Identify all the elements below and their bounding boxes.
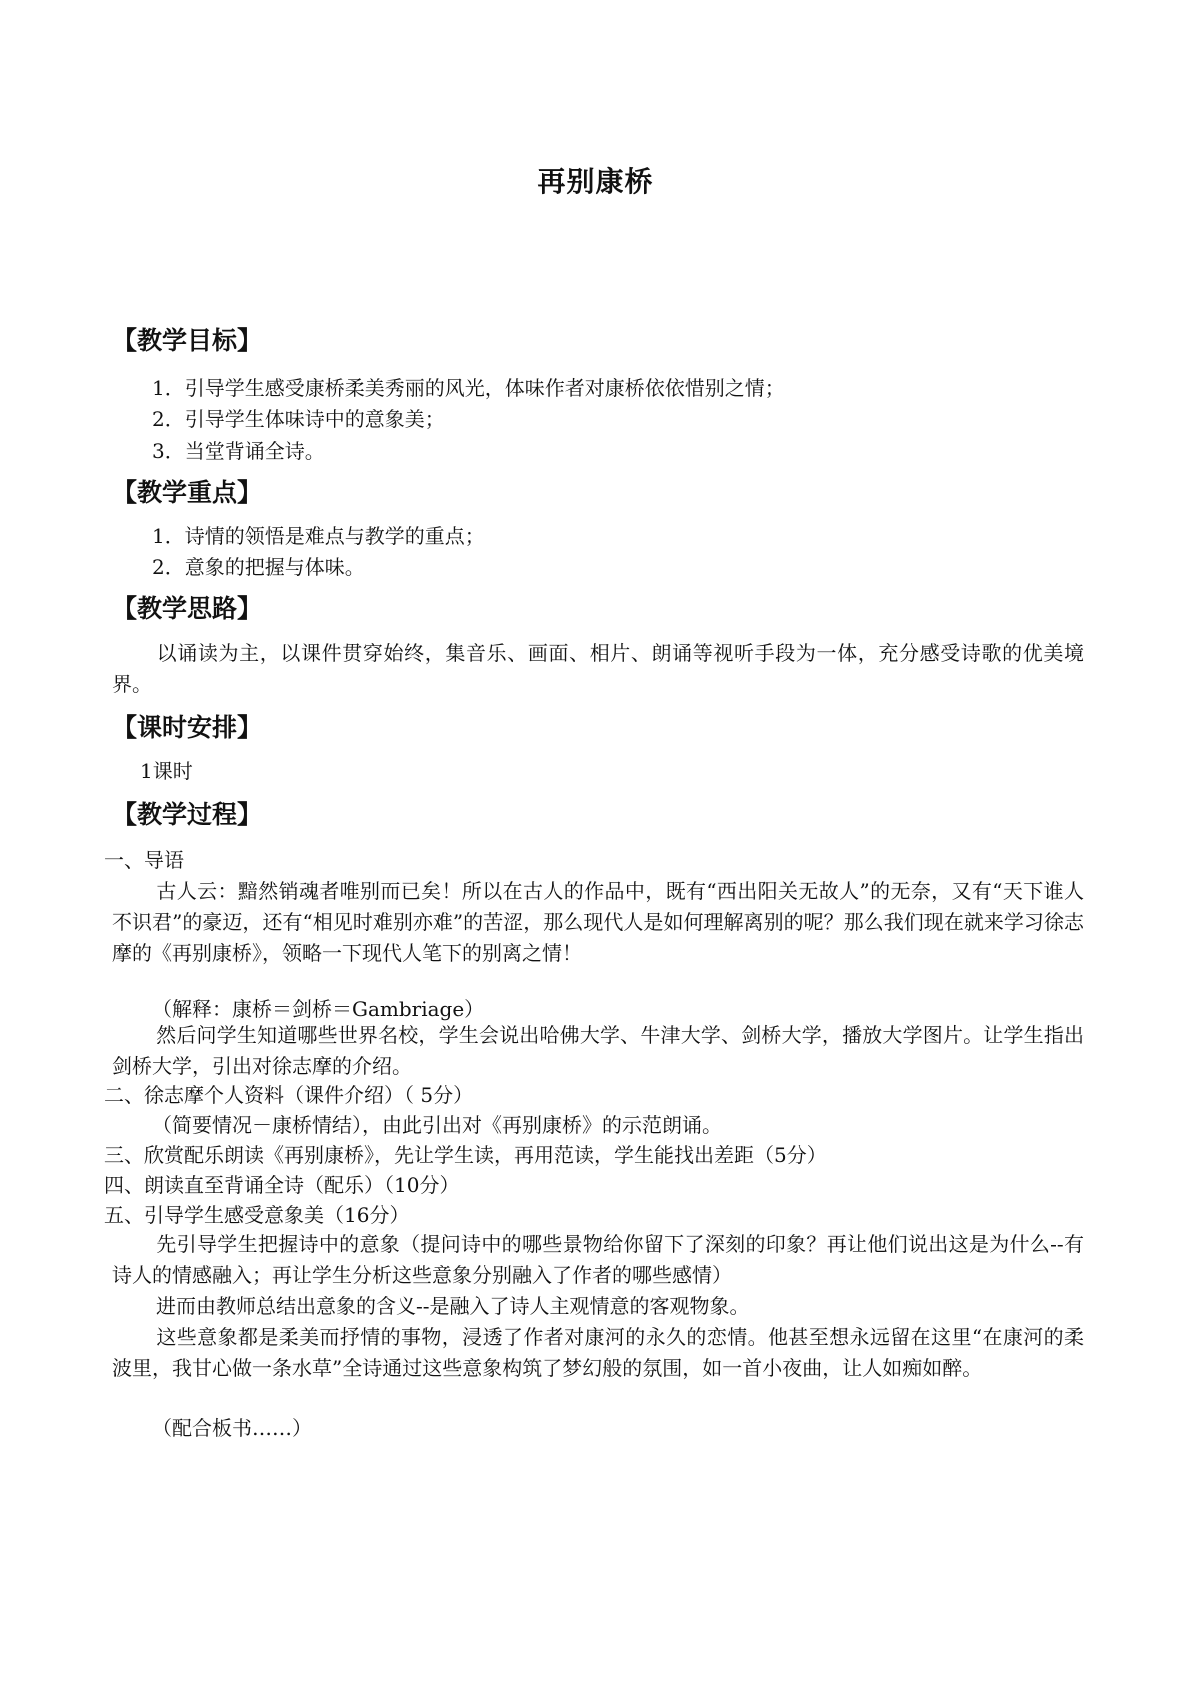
key-points-heading: 【教学重点】	[112, 478, 263, 507]
section-1-paragraph-2	[112, 1020, 1084, 1082]
process-heading: 【教学过程】	[112, 800, 263, 829]
section-5-imagery-text: 先引导学生把握诗中的意象（提问诗中的哪些景物给你留下了深刻的印象？再让他们说出这是为什么--有诗人的情感融入；再让学生分析这些意象分别融入了作者的哪些感情）	[112, 1232, 1084, 1287]
section-1-note: （解释：康桥＝剑桥＝Gambriage）	[152, 997, 485, 1021]
section-1-followup-text: 然后问学生知道哪些世界名校，学生会说出哈佛大学、牛津大学、剑桥大学，播放大学图片。让学生指出剑桥大学，引出对徐志摩的介绍。	[112, 1023, 1084, 1078]
section-5-paragraph-1	[112, 1229, 1084, 1291]
objective-item: 3．当堂背诵全诗。	[152, 439, 325, 463]
section-1-title: 一、导语	[104, 848, 184, 872]
approach-text: 以诵读为主，以课件贯穿始终，集音乐、画面、相片、朗诵等视听手段为一体，充分感受诗歌的优美境界。	[112, 641, 1084, 696]
approach-paragraph	[112, 638, 1084, 700]
section-3-title: 三、欣赏配乐朗读《再别康桥》，先让学生读，再用范读，学生能找出差距（5分）	[104, 1143, 827, 1167]
schedule-text: 1课时	[140, 759, 193, 783]
section-5-paragraph-3	[112, 1322, 1084, 1384]
section-1-paragraph	[112, 876, 1084, 969]
section-5-note: （配合板书……）	[152, 1416, 312, 1440]
section-1-intro-text: 古人云：黯然销魂者唯别而已矣！所以在古人的作品中，既有“西出阳关无故人”的无奈，又有“天下谁人不识君”的豪迈，还有“相见时难别亦难”的苦涩，那么现代人是如何理解离别的呢？那么我们现在就来学习徐志摩的《再别康桥》，领略一下现代人笔下的别离之情！	[112, 879, 1084, 965]
objective-item: 1．引导学生感受康桥柔美秀丽的风光，体味作者对康桥依依惜别之情；	[152, 376, 785, 400]
section-4-title: 四、朗读直至背诵全诗（配乐）（10分）	[104, 1173, 460, 1197]
key-point-item: 2．意象的把握与体味。	[152, 555, 365, 579]
section-5-paragraph-2	[112, 1291, 1084, 1322]
schedule-heading: 【课时安排】	[112, 713, 263, 742]
section-2-note: （简要情况－康桥情结），由此引出对《再别康桥》的示范朗诵。	[152, 1113, 722, 1137]
objectives-heading: 【教学目标】	[112, 326, 263, 355]
section-5-summary-text: 这些意象都是柔美而抒情的事物，浸透了作者对康河的永久的恋情。他甚至想永远留在这里“在康河的柔波里，我甘心做一条水草”全诗通过这些意象构筑了梦幻般的氛围，如一首小夜曲，让人如痴如醉。	[112, 1325, 1084, 1380]
key-point-item: 1．诗情的领悟是难点与教学的重点；	[152, 524, 485, 548]
objective-item: 2．引导学生体味诗中的意象美；	[152, 407, 445, 431]
document-title: 再别康桥	[537, 165, 654, 198]
section-2-title: 二、徐志摩个人资料（课件介绍）（ 5分）	[104, 1083, 474, 1107]
section-5-title: 五、引导学生感受意象美（16分）	[104, 1203, 410, 1227]
approach-heading: 【教学思路】	[112, 594, 263, 623]
section-5-definition-text: 进而由教师总结出意象的含义--是融入了诗人主观情意的客观物象。	[156, 1294, 750, 1318]
